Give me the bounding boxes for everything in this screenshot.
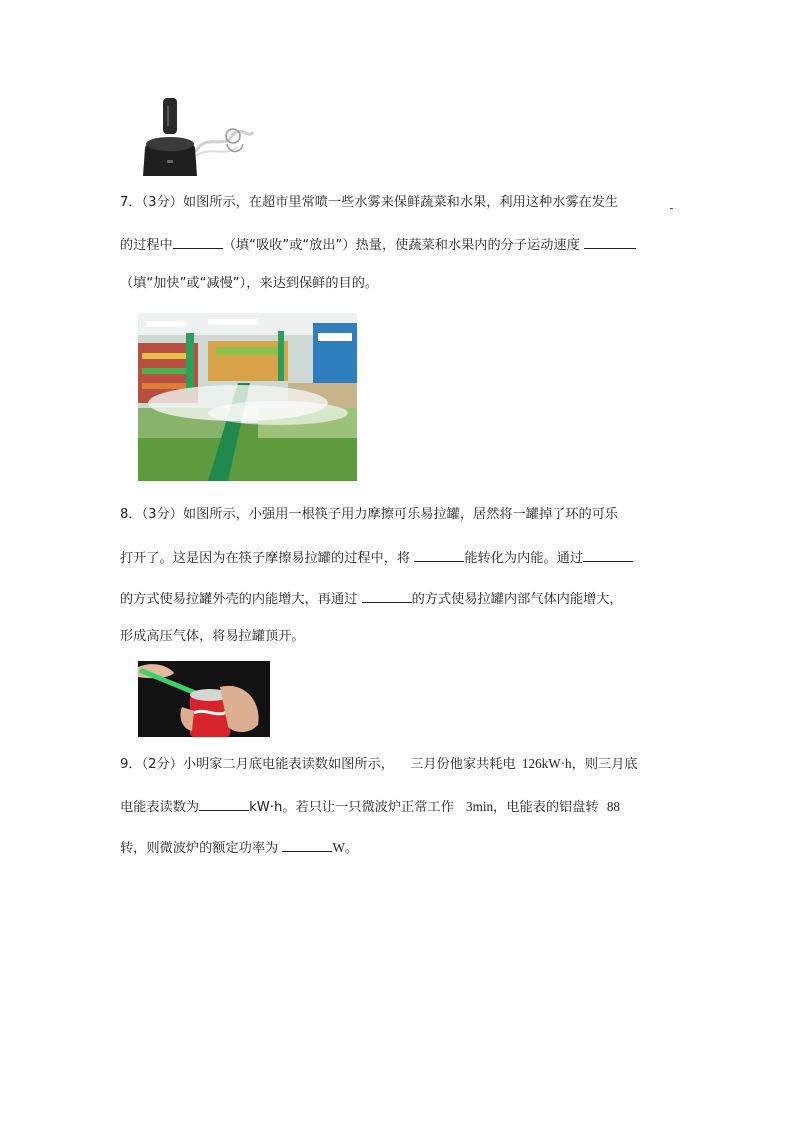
question-9-line-1 [120,757,638,771]
cola-can-photo [138,661,270,737]
answer-blank-8c[interactable] [362,590,412,603]
question-8-line-4 [120,630,305,643]
question-9-text-5: kW·h。若只让一只微波炉正常工作 [249,800,454,815]
question-8-line-1 [120,508,618,521]
question-9-text-9: W。 [332,840,359,855]
answer-blank-9b[interactable] [282,839,332,852]
question-8-text-6: 形成高压气体，将易拉罐顶开。 [120,629,305,644]
answer-blank-8b[interactable] [583,549,633,562]
answer-blank-8a[interactable] [414,549,464,562]
question-7-text-1: 7．（3分）如图所示，在超市里常喷一些水雾来保鲜蔬菜和水果，利用这种水雾在发生 [120,195,619,210]
question-8-text-1: 8．（3分）如图所示，小强用一根筷子用力摩擦可乐易拉罐，居然将一罐掉了环的可乐 [120,507,619,522]
question-9-text-4: 电能表读数为 [120,800,200,815]
stray-mark [670,208,673,209]
question-9-text-1: 9．（2分）小明家二月底电能表读数如图所示， [120,757,394,772]
supermarket-mist-photo [138,313,357,481]
question-7-line-1 [120,196,618,209]
question-7-text-2: 的过程中 [120,238,173,253]
humidifier-illustration [137,92,257,178]
question-7-line-3 [120,277,378,290]
question-8-line-2 [120,549,633,565]
question-8-text-5: 的方式使易拉罐内部气体内能增大， [411,592,623,607]
question-9-text-7: 88 [606,799,620,814]
question-9-text-3: 126kW·h，则三月底 [521,756,638,771]
answer-blank-7b[interactable] [584,236,636,249]
question-9-line-2 [120,798,620,814]
question-9-text-2: 三月份他家共耗电 [410,757,516,772]
answer-blank-7a[interactable] [173,236,223,249]
question-9-text-6: 3min，电能表的铝盘转 [466,799,599,814]
question-7-line-2 [120,236,636,252]
question-8-text-3: 能转化为内能。通过 [464,551,584,566]
answer-blank-9a[interactable] [199,798,249,811]
supermarket-illustration [138,313,357,481]
question-8-text-4: 的方式使易拉罐外壳的内能增大，再通过 [120,592,358,607]
humidifier-figure [137,92,257,178]
question-9-line-3 [120,839,358,855]
cola-can-illustration [138,661,270,737]
question-8-line-3 [120,590,623,606]
question-8-text-2: 打开了。这是因为在筷子摩擦易拉罐的过程中，将 [120,551,411,566]
question-9-text-8: 转，则微波炉的额定功率为 [120,841,279,856]
question-7-text-4: （填“加快”或“减慢”），来达到保鲜的目的。 [120,276,379,291]
question-7-text-3: （填“吸收”或“放出”）热量，使蔬菜和水果内的分子运动速度 [222,238,580,253]
